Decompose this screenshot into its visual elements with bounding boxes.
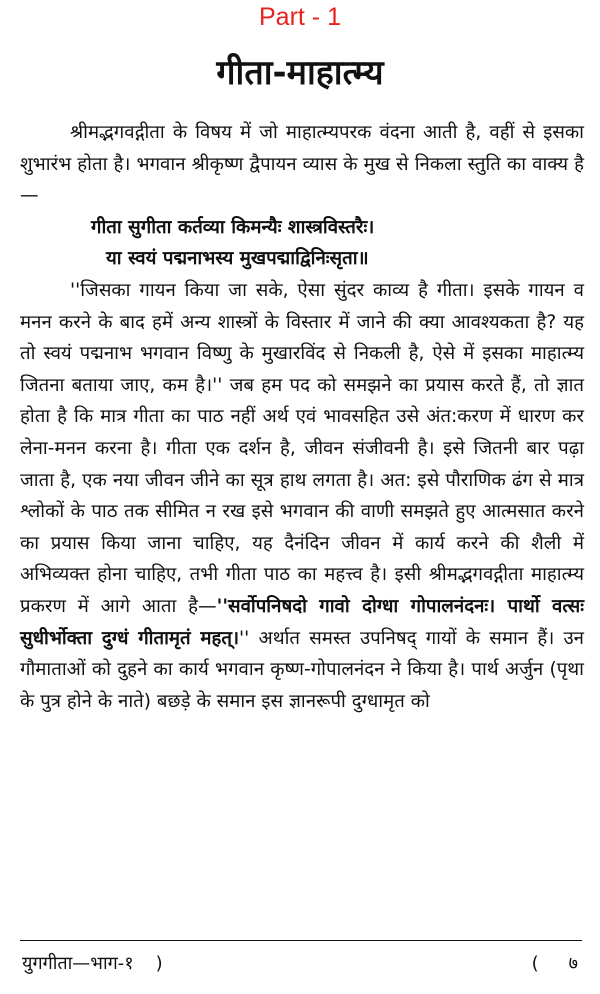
footer-book-name: युगगीता—भाग-१ <box>22 953 134 974</box>
sanskrit-quote: ''सर्वोपनिषदो गावो दोग्धा गोपालनंदनः। पार्थो वत्सः सुधीर्भोक्ता दुग्धं गीतामृतं महत्। <box>20 595 584 649</box>
page-number: ७ <box>568 953 578 974</box>
paragraph-commentary <box>20 275 584 717</box>
page-title: गीता-माहात्म्य <box>216 53 384 93</box>
part-label: Part - 1 <box>259 3 341 31</box>
commentary-text-continued: '' अर्थात समस्त उपनिषद् गायों के समान हैं। उन गौमाताओं को दुहने का कार्य भगवान कृष्ण-गोपालनंदन ने किया है। पार्थ अर्जुन (पृथा के पुत्र होने के नाते) बछड़े के समान इस ज्ञानरूपी दुग्धामृत को <box>20 627 584 712</box>
footer-right-paren: ( <box>531 953 539 974</box>
verse-line-1: गीता सुगीता कर्तव्या किमन्यैः शास्त्रविस्तरैः। <box>91 216 375 238</box>
footer-left-paren: ) <box>155 953 163 974</box>
verse-line-2: या स्वयं पद्मनाभस्य मुखपद्माद्विनिःसृता॥ <box>106 248 369 270</box>
footer-page-number <box>532 951 578 977</box>
footer-divider <box>20 940 582 941</box>
body-text <box>20 117 584 717</box>
commentary-text: ''जिसका गायन किया जा सके, ऐसा सुंदर काव्य है गीता। इसके गायन व मनन करने के बाद हमें अन्य शास्त्रों के विस्तार में जाने की क्या आवश्यकता है? यह तो स्वयं पद्मनाभ भगवान विष्णु के मुखारविंद से निकली है, ऐसे में इसका माहात्म्य जितना बताया जाए, कम है।'' जब हम पद को समझने का प्रयास करते हैं, तो ज्ञात होता है कि मात्र गीता का पाठ नहीं अर्थ एवं भावसहित उसे अंत:करण में धारण कर लेना-मनन करना है। गीता एक दर्शन है, जीवन संजीवनी है। इसे जितनी बार पढ़ा जाता है, एक नया जीवन जीने का सूत्र हाथ लगता है। अत: इसे पौराणिक ढंग से मात्र श्लोकों के पाठ तक सीमित न रख इसे भगवान की वाणी समझते हुए आत्मसात करने का प्रयास किया जाना चाहिए, यह दैनंदिन जीवन में कार्य करने की शैली में अभिव्यक्त होना चाहिए, तभी गीता पाठ का महत्त्व है। इसी श्रीमद्भगवद्गीता माहात्म्य प्रकरण में आगे आता है— <box>20 279 584 617</box>
footer-book-title <box>22 951 163 977</box>
paragraph-intro: श्रीमद्भगवद्गीता के विषय में जो माहात्म्यपरक वंदना आती है, वहीं से इसका शुभारंभ होता है। भगवान श्रीकृष्ण द्वैपायन व्यास के मुख से निकला स्तुति का वाक्य है— <box>20 122 584 207</box>
